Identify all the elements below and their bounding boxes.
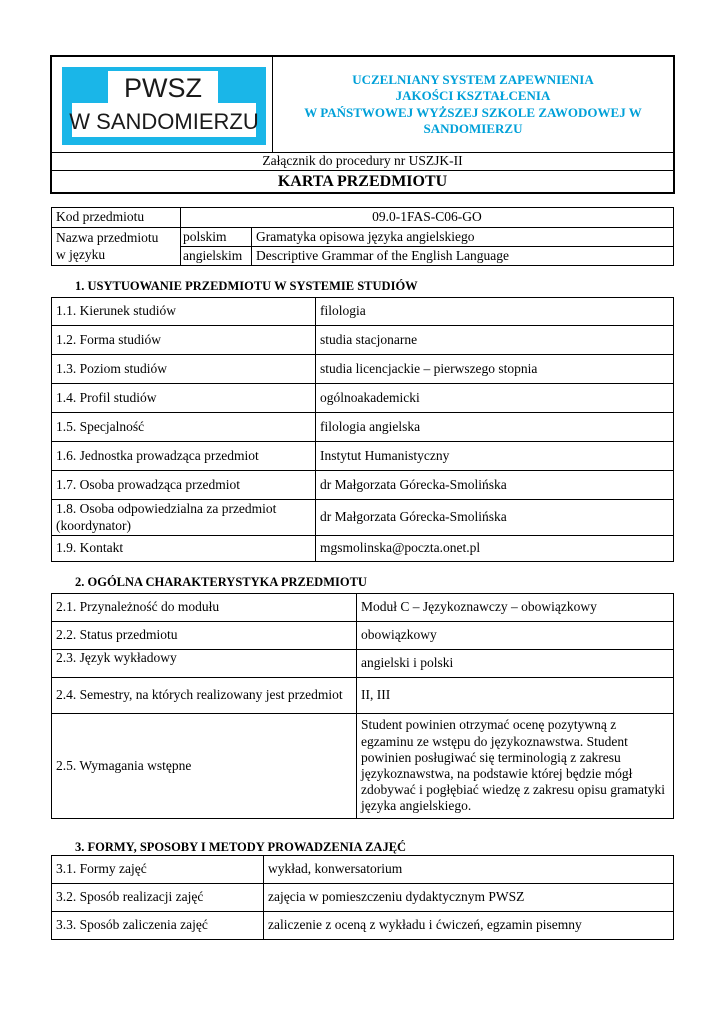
section1-value: studia stacjonarne <box>316 326 674 355</box>
section3-label: 3.1. Formy zajęć <box>52 856 264 884</box>
section1-heading: 1. USYTUOWANIE PRZEDMIOTU W SYSTEMIE STUDIÓW <box>75 279 418 293</box>
section2-label: 2.5. Wymagania wstępne <box>52 714 357 819</box>
section1-value: dr Małgorzata Górecka-Smolińska <box>316 471 674 500</box>
section2-label: 2.3. Język wykładowy <box>52 650 357 678</box>
logo-cell <box>51 56 273 153</box>
institution-line: JAKOŚCI KSZTAŁCENIA <box>395 88 551 104</box>
section2-table <box>51 593 674 819</box>
section2-value: Moduł C – Językoznawczy – obowiązkowy <box>357 594 674 622</box>
section1-label: 1.8. Osoba odpowiedzialna za przedmiot (koordynator) <box>52 500 316 536</box>
institution-line: UCZELNIANY SYSTEM ZAPEWNIENIA <box>352 72 594 87</box>
section1-label: 1.9. Kontakt <box>52 536 316 562</box>
section1-value: filologia <box>316 298 674 326</box>
lang-polish: polskim <box>181 228 252 247</box>
section1-label: 1.3. Poziom studiów <box>52 355 316 384</box>
section2-requirements: Student powinien otrzymać ocenę pozytywną z egzaminu ze wstępu do językoznawstwa. Student powinien posługiwać się terminologią z zakresu językoznawstwa, na podstawie której będzie mógł zdobywać i pogłębiać wiedzę z zakresu opisu gramatyki języka angielskiego. <box>357 714 674 819</box>
section3-heading: 3. FORMY, SPOSOBY I METODY PROWADZENIA ZAJĘĆ <box>75 840 407 854</box>
course-table <box>51 207 674 266</box>
institution-name <box>273 56 675 153</box>
section1-label: 1.1. Kierunek studiów <box>52 298 316 326</box>
institution-line: W PAŃSTWOWEJ WYŻSZEJ SZKOLE ZAWODOWEJ W <box>304 104 642 120</box>
section1-contact[interactable]: mgsmolinska@poczta.onet.pl <box>316 536 674 562</box>
section1-value: filologia angielska <box>316 413 674 442</box>
section2-value: angielski i polski <box>357 650 674 678</box>
section1-label: 1.6. Jednostka prowadząca przedmiot <box>52 442 316 471</box>
header-table <box>50 55 675 194</box>
code-label: Kod przedmiotu <box>52 208 181 228</box>
lang-english: angielskim <box>181 247 252 266</box>
logo-line2: W SANDOMIERZU <box>69 109 259 134</box>
section1-value: dr Małgorzata Górecka-Smolińska <box>316 500 674 536</box>
section1-value: ogólnoakademicki <box>316 384 674 413</box>
section2-value: obowiązkowy <box>357 622 674 650</box>
logo-line1: PWSZ <box>124 73 202 103</box>
section1-table <box>51 297 674 562</box>
name-english: Descriptive Grammar of the English Language <box>252 247 674 266</box>
name-polish: Gramatyka opisowa języka angielskiego <box>252 228 674 247</box>
section1-label: 1.2. Forma studiów <box>52 326 316 355</box>
section1-value: Instytut Humanistyczny <box>316 442 674 471</box>
name-label <box>52 228 181 266</box>
pwsz-logo <box>58 63 270 149</box>
section2-heading: 2. OGÓLNA CHARAKTERYSTYKA PRZEDMIOTU <box>75 575 367 589</box>
section3-value: zaliczenie z oceną z wykładu i ćwiczeń, egzamin pisemny <box>264 912 674 940</box>
section1-label: 1.7. Osoba prowadząca przedmiot <box>52 471 316 500</box>
section3-table <box>51 855 674 940</box>
name-label-line: Nazwa przedmiotu <box>56 230 159 246</box>
section3-value: wykład, konwersatorium <box>264 856 674 884</box>
section3-value: zajęcia w pomieszczeniu dydaktycznym PWSZ <box>264 884 674 912</box>
section2-label: 2.4. Semestry, na których realizowany jest przedmiot <box>52 678 357 714</box>
page-title: KARTA PRZEDMIOTU <box>51 171 674 194</box>
code-value: 09.0-1FAS-C06-GO <box>181 208 674 228</box>
section3-label: 3.3. Sposób zaliczenia zajęć <box>52 912 264 940</box>
section2-label: 2.1. Przynależność do modułu <box>52 594 357 622</box>
annex-note: Załącznik do procedury nr USZJK-II <box>51 153 674 171</box>
institution-line: SANDOMIERZU <box>423 120 523 136</box>
section1-label: 1.5. Specjalność <box>52 413 316 442</box>
section3-label: 3.2. Sposób realizacji zajęć <box>52 884 264 912</box>
section2-value: II, III <box>357 678 674 714</box>
name-label-line: w języku <box>56 246 106 262</box>
section1-value: studia licencjackie – pierwszego stopnia <box>316 355 674 384</box>
section1-label: 1.4. Profil studiów <box>52 384 316 413</box>
section2-label: 2.2. Status przedmiotu <box>52 622 357 650</box>
